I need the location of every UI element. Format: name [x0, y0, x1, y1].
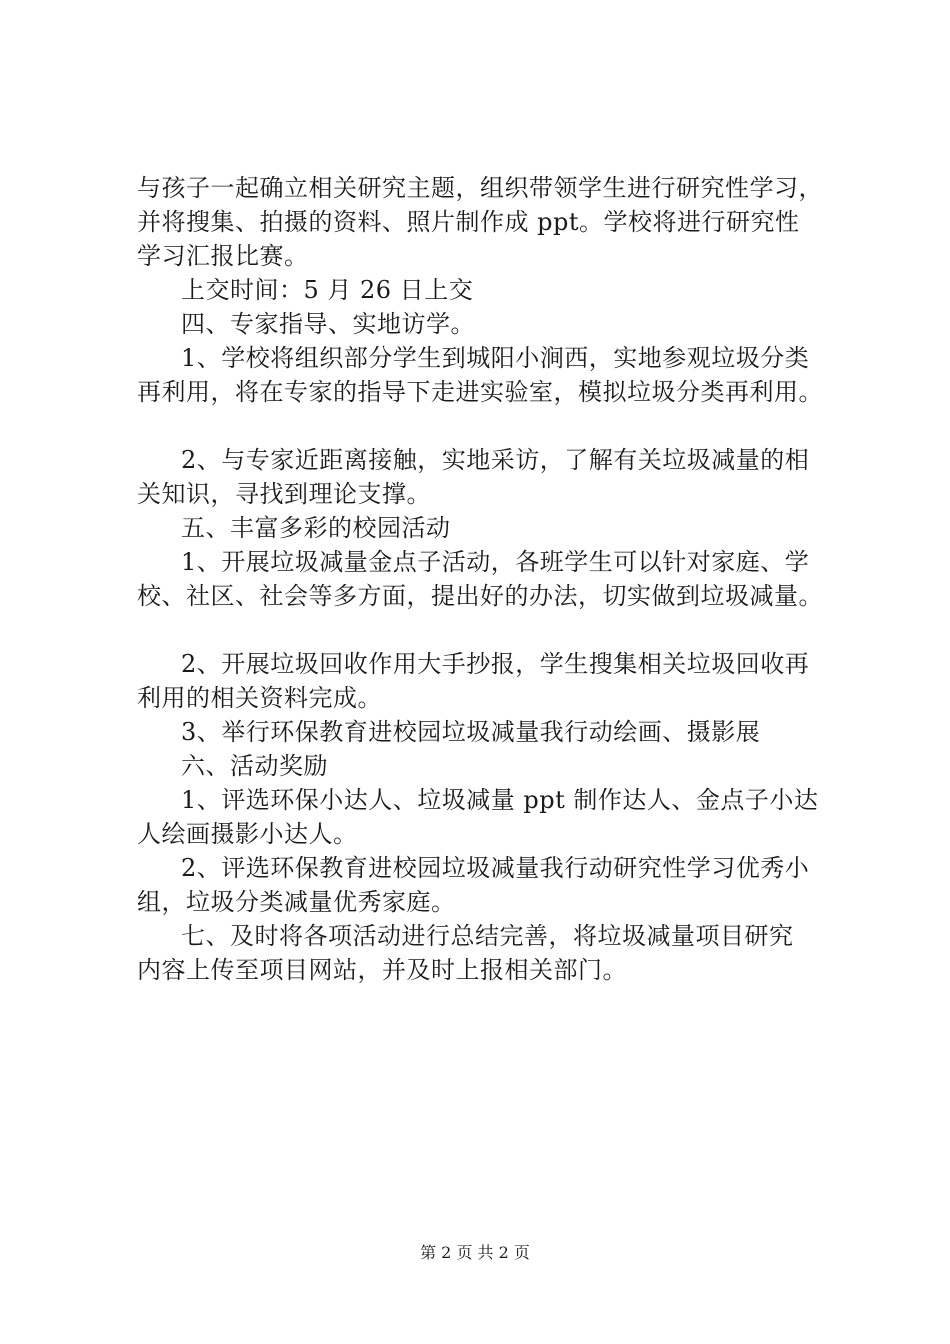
- paragraph-spacer: [137, 409, 837, 443]
- paragraph-line: 人绘画摄影小达人。: [137, 820, 358, 848]
- paragraph-line: 校、社区、社会等多方面，提出好的办法，切实做到垃圾减量。: [137, 582, 823, 610]
- paragraph-line: 3、举行环保教育进校园垃圾减量我行动绘画、摄影展: [181, 718, 761, 746]
- paragraph-line: 利用的相关资料完成。: [137, 684, 382, 712]
- paragraph-line: 再利用，将在专家的指导下走进实验室，模拟垃圾分类再利用。: [137, 378, 823, 406]
- paragraph-line: 2、与专家近距离接触，实地采访，了解有关垃圾减量的相: [181, 446, 810, 474]
- paragraph-line: 组，垃圾分类减量优秀家庭。: [137, 888, 456, 916]
- paragraph-line: 与孩子一起确立相关研究主题，组织带领学生进行研究性学习，: [137, 174, 823, 202]
- paragraph-spacer: [137, 613, 837, 647]
- paragraph-line: 关知识，寻找到理论支撑。: [137, 480, 431, 508]
- paragraph-line: 1、学校将组织部分学生到城阳小涧西，实地参观垃圾分类: [181, 344, 810, 372]
- section-heading: 六、活动奖励: [181, 752, 328, 780]
- section-heading: 七、及时将各项活动进行总结完善，将垃圾减量项目研究: [181, 922, 794, 950]
- paragraph-line: 2、开展垃圾回收作用大手抄报，学生搜集相关垃圾回收再: [181, 650, 810, 678]
- section-heading: 四、专家指导、实地访学。: [181, 310, 475, 338]
- paragraph-line: 2、评选环保教育进校园垃圾减量我行动研究性学习优秀小: [181, 854, 810, 882]
- submission-time-line: 上交时间：5 月 26 日上交: [181, 276, 474, 304]
- document-body: [137, 171, 837, 987]
- paragraph-line: 学习汇报比赛。: [137, 242, 309, 270]
- section-heading: 五、丰富多彩的校园活动: [181, 514, 451, 542]
- paragraph-line: 1、评选环保小达人、垃圾减量 ppt 制作达人、金点子小达: [181, 786, 819, 814]
- paragraph-line: 内容上传至项目网站，并及时上报相关部门。: [137, 956, 627, 984]
- paragraph-line: 1、开展垃圾减量金点子活动，各班学生可以针对家庭、学: [181, 548, 810, 576]
- paragraph-line: 并将搜集、拍摄的资料、照片制作成 ppt。学校将进行研究性: [137, 208, 800, 236]
- page-number-footer: 第 2 页 共 2 页: [420, 1243, 530, 1262]
